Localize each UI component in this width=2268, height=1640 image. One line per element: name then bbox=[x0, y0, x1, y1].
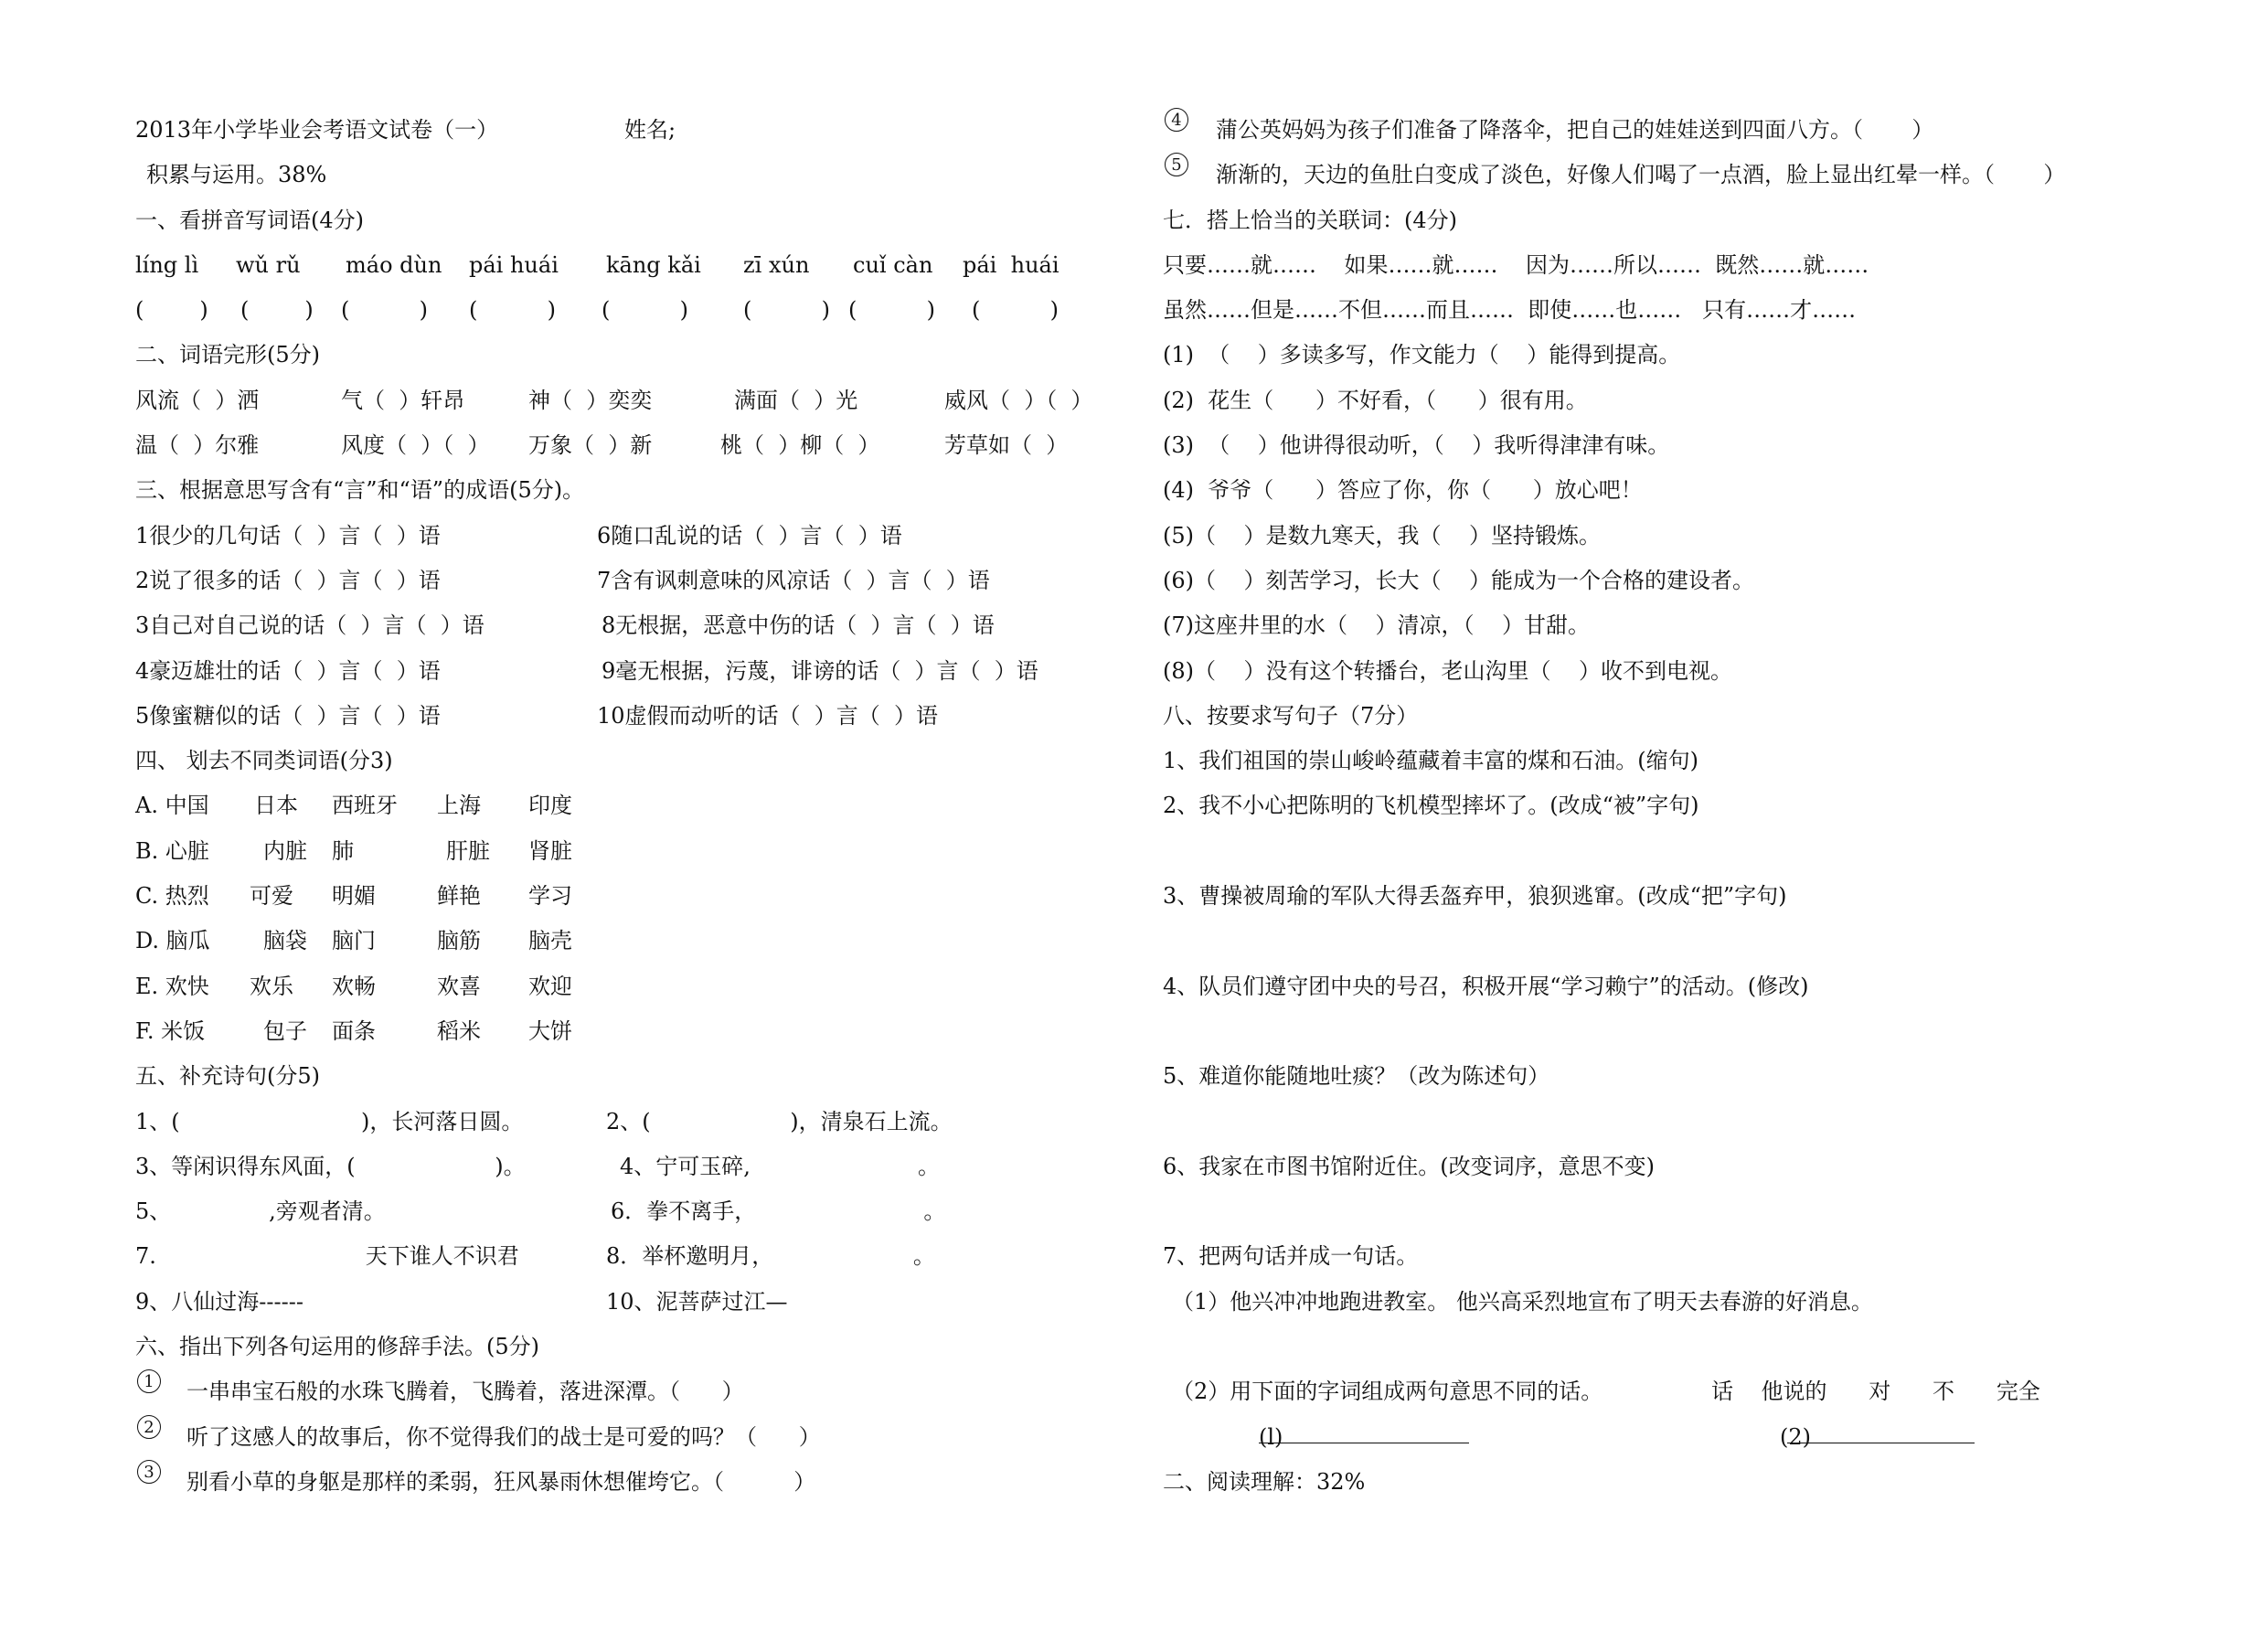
word-item[interactable]: 脑门 bbox=[332, 928, 376, 954]
idiom-item: 桃（ ）柳（ ） bbox=[720, 432, 880, 459]
s7-heading: 七．搭上恰当的关联词：(4分) bbox=[1163, 207, 1457, 233]
s3-heading-line bbox=[135, 468, 1123, 513]
pinyin-blank-row bbox=[135, 288, 1123, 333]
word-item[interactable]: 脑壳 bbox=[528, 928, 572, 954]
word-item[interactable]: 大饼 bbox=[528, 1017, 572, 1044]
conjunction-item bbox=[1163, 603, 2196, 648]
s3-item: 6随口乱说的话（ ）言（ ）语 bbox=[597, 522, 902, 548]
s4-heading-line bbox=[135, 739, 1123, 783]
word-item[interactable]: 西班牙 bbox=[332, 793, 398, 819]
rewrite-item bbox=[1163, 1234, 2196, 1279]
rhetoric-text: 一串串宝石般的水珠飞腾着，飞腾着，落进深潭。（ ） bbox=[186, 1379, 744, 1405]
word-item[interactable]: 肝脏 bbox=[446, 837, 490, 864]
poem-item[interactable]: 1、( )，长河落日圆。 bbox=[135, 1108, 524, 1134]
idiom-item: 威风（ ）（ ） bbox=[944, 387, 1093, 413]
word-item[interactable]: C. 热烈 bbox=[135, 883, 209, 910]
merge-instruction: （2）用下面的字词组成两句意思不同的话。 bbox=[1172, 1379, 1603, 1405]
conjunction-item bbox=[1163, 423, 2196, 468]
rhetoric-item bbox=[135, 1460, 1123, 1505]
s3-item: 5像蜜糖似的话（ ）言（ ）语 bbox=[135, 702, 441, 729]
conjunction-item bbox=[1163, 468, 2196, 513]
s3-row bbox=[135, 649, 1123, 694]
poem-item[interactable]: 9、八仙过海------ bbox=[135, 1288, 303, 1315]
rewrite-item bbox=[1163, 874, 2196, 964]
title-line bbox=[135, 108, 1123, 153]
word-item[interactable]: 明媚 bbox=[332, 883, 376, 910]
s3-row bbox=[135, 603, 1123, 648]
item-number: 2 bbox=[137, 1415, 161, 1439]
word-item[interactable]: 日本 bbox=[254, 793, 298, 819]
pinyin-item: pái huái bbox=[469, 251, 559, 278]
answer-blank[interactable]: ( ) bbox=[135, 297, 208, 324]
rhetoric-text: 别看小草的身躯是那样的柔弱，狂风暴雨休想催垮它。（ ） bbox=[186, 1468, 816, 1495]
answer-blank[interactable]: ( ) bbox=[848, 297, 936, 324]
rhetoric-text: 听了这感人的故事后，你不觉得我们的战士是可爱的吗？（ ） bbox=[186, 1423, 821, 1450]
s1-heading: 一、看拼音写词语(4分) bbox=[135, 207, 364, 233]
merge-item bbox=[1163, 1369, 2196, 1414]
rewrite-item bbox=[1163, 1145, 2196, 1235]
answer-number: (2) bbox=[1780, 1423, 1811, 1450]
rewrite-item bbox=[1163, 964, 2196, 1055]
pinyin-item: kāng kǎi bbox=[606, 251, 701, 278]
word-item[interactable]: 包子 bbox=[263, 1017, 307, 1044]
conjunction-sentence[interactable]: (8)（ ）没有这个转播台，老山沟里（ ）收不到电视。 bbox=[1163, 657, 1733, 684]
idiom-item: 气（ ）轩昂 bbox=[341, 387, 465, 413]
s5-heading: 五、补充诗句(分5) bbox=[135, 1063, 320, 1090]
answer-blank[interactable]: ( ) bbox=[240, 297, 314, 324]
idiom-item: 神（ ）奕奕 bbox=[528, 387, 653, 413]
s3-item: 3自己对自己说的话（ ）言（ ）语 bbox=[135, 612, 484, 639]
idiom-item: 万象（ ）新 bbox=[528, 432, 653, 459]
word-item[interactable]: 稻米 bbox=[437, 1017, 481, 1044]
s2-heading: 二、词语完形(5分) bbox=[135, 342, 320, 368]
merge-words: 话 他说的 对 不 完全 bbox=[1711, 1379, 2040, 1405]
poem-row bbox=[135, 1234, 1123, 1279]
poem-item[interactable]: 3、等闲识得东风面，( )。 bbox=[135, 1153, 526, 1179]
word-group-row bbox=[135, 964, 1123, 1009]
s4-heading: 四、 划去不同类词语(分3) bbox=[135, 748, 393, 774]
s3-item: 1很少的几句话（ ）言（ ）语 bbox=[135, 522, 441, 548]
conjunction-list: 虽然……但是……不但……而且…… 即使……也…… 只有……才…… bbox=[1163, 297, 1857, 324]
word-item[interactable]: 欢乐 bbox=[250, 973, 293, 999]
rewrite-prompt: 3、曹操被周瑜的军队大得丢盔弃甲，狼狈逃窜。(改成“把”字句) bbox=[1163, 883, 1787, 910]
part2-heading: 二、阅读理解：32% bbox=[1163, 1468, 1366, 1495]
poem-item[interactable]: 5、 ,旁观者清。 bbox=[135, 1198, 386, 1225]
s7-heading-line bbox=[1163, 198, 2196, 243]
rhetoric-item bbox=[1163, 108, 2196, 153]
s3-item: 8无根据，恶意中伤的话（ ）言（ ）语 bbox=[602, 612, 995, 639]
rhetoric-item bbox=[135, 1415, 1123, 1460]
answer-number: (l) bbox=[1259, 1423, 1283, 1450]
merge-sentences: （1）他兴冲冲地跑进教室。 他兴高采烈地宣布了明天去春游的好消息。 bbox=[1172, 1288, 1873, 1315]
poem-row bbox=[135, 1189, 1123, 1234]
item-number: 1 bbox=[137, 1369, 161, 1393]
word-group-row bbox=[135, 919, 1123, 964]
poem-item[interactable]: 4、宁可玉碎, 。 bbox=[620, 1153, 940, 1179]
poem-row bbox=[135, 1280, 1123, 1325]
answer-line[interactable] bbox=[1787, 1415, 1975, 1443]
word-group-row bbox=[135, 874, 1123, 919]
word-item[interactable]: F. 米饭 bbox=[135, 1017, 206, 1044]
word-item[interactable]: 内脏 bbox=[263, 837, 307, 864]
rewrite-item bbox=[1163, 739, 2196, 783]
word-item[interactable]: 面条 bbox=[332, 1017, 376, 1044]
rhetoric-text: 蒲公英妈妈为孩子们准备了降落伞，把自己的娃娃送到四面八方。（ ） bbox=[1216, 117, 1934, 143]
rhetoric-item bbox=[1163, 153, 2196, 197]
conjunction-sentence[interactable]: (7)这座井里的水（ ）清凉，（ ）甘甜。 bbox=[1163, 612, 1591, 639]
answer-blank[interactable]: ( ) bbox=[341, 297, 429, 324]
conjunction-sentence[interactable]: (2) 花生（ ）不好看，（ ）很有用。 bbox=[1163, 387, 1588, 413]
poem-row bbox=[135, 1100, 1123, 1145]
s3-item: 9毫无根据，污蔑，诽谤的话（ ）言（ ）语 bbox=[602, 657, 1038, 684]
conjunction-list: 只要……就…… 如果……就…… 因为……所以…… 既然……就…… bbox=[1163, 251, 1869, 278]
pinyin-item: wǔ rǔ bbox=[236, 251, 301, 278]
conjunction-sentence[interactable]: (6)（ ）刻苦学习，长大（ ）能成为一个合格的建设者。 bbox=[1163, 567, 1755, 593]
poem-item[interactable]: 7. 天下谁人不识君 bbox=[135, 1243, 519, 1270]
pinyin-item: líng lì bbox=[135, 251, 199, 278]
word-item[interactable]: E. 欢快 bbox=[135, 973, 209, 999]
idiom-item: 风流（ ）洒 bbox=[135, 387, 260, 413]
poem-item[interactable]: 10、泥菩萨过江— bbox=[606, 1288, 788, 1315]
poem-row bbox=[135, 1145, 1123, 1189]
section-total-line bbox=[135, 153, 1123, 197]
word-item[interactable]: 脑筋 bbox=[437, 928, 481, 954]
conjunction-item bbox=[1163, 378, 2196, 423]
s3-row bbox=[135, 514, 1123, 559]
item-number: 3 bbox=[137, 1460, 161, 1484]
idiom-row bbox=[135, 378, 1123, 423]
conjunction-sentence[interactable]: (1) （ ）多读多写，作文能力（ ）能得到提高。 bbox=[1163, 342, 1681, 368]
word-item[interactable]: 印度 bbox=[528, 793, 572, 819]
answer-label bbox=[1780, 1415, 1811, 1460]
item-number: 5 bbox=[1165, 153, 1188, 176]
word-item[interactable]: 肾脏 bbox=[528, 837, 572, 864]
s1-heading-line bbox=[135, 198, 1123, 243]
s2-heading-line bbox=[135, 333, 1123, 378]
conjunction-item bbox=[1163, 559, 2196, 603]
word-item[interactable]: 学习 bbox=[528, 883, 572, 910]
word-group-row bbox=[135, 1009, 1123, 1054]
s6-heading: 六、指出下列各句运用的修辞手法。(5分) bbox=[135, 1334, 539, 1360]
part2-heading-line bbox=[1163, 1460, 2196, 1505]
s3-heading: 三、根据意思写含有“言”和“语”的成语(5分)。 bbox=[135, 477, 585, 504]
conjunction-item bbox=[1163, 333, 2196, 378]
s3-item: 10虚假而动听的话（ ）言（ ）语 bbox=[597, 702, 939, 729]
merge-item bbox=[1163, 1280, 2196, 1370]
word-item[interactable]: 欢畅 bbox=[332, 973, 376, 999]
rhetoric-item bbox=[135, 1369, 1123, 1414]
conjunction-sentence[interactable]: (5)（ ）是数九寒天，我（ ）坚持锻炼。 bbox=[1163, 522, 1602, 548]
word-item[interactable]: 欢迎 bbox=[528, 973, 572, 999]
idiom-item: 满面（ ）光 bbox=[734, 387, 858, 413]
answer-blank[interactable]: ( ) bbox=[743, 297, 831, 324]
answer-lines bbox=[1163, 1415, 2196, 1460]
word-item[interactable]: 欢喜 bbox=[437, 973, 481, 999]
s3-row bbox=[135, 559, 1123, 603]
conjunction-words bbox=[1163, 243, 2196, 288]
word-item[interactable]: B. 心脏 bbox=[135, 837, 209, 864]
word-item[interactable]: 上海 bbox=[437, 793, 481, 819]
idiom-item: 温（ ）尔雅 bbox=[135, 432, 260, 459]
idiom-item: 风度（ ）（ ） bbox=[341, 432, 490, 459]
poem-item[interactable]: 8．举杯邀明月， 。 bbox=[606, 1243, 935, 1270]
conjunction-item bbox=[1163, 514, 2196, 559]
conjunction-sentence[interactable]: (4) 爷爷（ ）答应了你，你（ ）放心吧！ bbox=[1163, 477, 1643, 504]
pinyin-row bbox=[135, 243, 1123, 288]
s6-heading-line bbox=[135, 1325, 1123, 1369]
idiom-row bbox=[135, 423, 1123, 468]
conjunction-item bbox=[1163, 649, 2196, 694]
rewrite-prompt: 5、难道你能随地吐痰？（改为陈述句） bbox=[1163, 1063, 1550, 1090]
word-group-row bbox=[135, 783, 1123, 828]
pinyin-item: cuǐ càn bbox=[853, 251, 933, 278]
s3-item: 2说了很多的话（ ）言（ ）语 bbox=[135, 567, 441, 593]
word-group-row bbox=[135, 829, 1123, 874]
exam-title: 2013年小学毕业会考语文试卷（一） bbox=[135, 117, 499, 143]
s3-row bbox=[135, 694, 1123, 739]
section-total: 积累与运用。38% bbox=[146, 162, 327, 188]
s3-item: 7含有讽刺意味的风凉话（ ）言（ ）语 bbox=[597, 567, 990, 593]
pinyin-item: zī xún bbox=[743, 251, 810, 278]
conjunction-words bbox=[1163, 288, 2196, 333]
s8-heading: 八、按要求写句子（7分） bbox=[1163, 702, 1419, 729]
word-item[interactable]: 可爱 bbox=[250, 883, 293, 910]
s3-item: 4豪迈雄壮的话（ ）言（ ）语 bbox=[135, 657, 441, 684]
idiom-item: 芳草如（ ） bbox=[944, 432, 1069, 459]
s8-heading-line bbox=[1163, 694, 2196, 739]
answer-blank[interactable]: ( ) bbox=[602, 297, 689, 324]
pinyin-item: pái huái bbox=[963, 251, 1059, 278]
answer-line[interactable] bbox=[1259, 1415, 1469, 1443]
word-item[interactable]: 肺 bbox=[332, 837, 354, 864]
left-column bbox=[135, 108, 1123, 1505]
rewrite-prompt: 4、队员们遵守团中央的号召，积极开展“学习赖宁”的活动。(修改) bbox=[1163, 973, 1809, 999]
rewrite-item bbox=[1163, 783, 2196, 874]
rewrite-item bbox=[1163, 1054, 2196, 1145]
rewrite-prompt: 1、我们祖国的崇山峻岭蕴藏着丰富的煤和石油。(缩句) bbox=[1163, 748, 1698, 774]
word-item[interactable]: 鲜艳 bbox=[437, 883, 481, 910]
answer-blank[interactable]: ( ) bbox=[469, 297, 557, 324]
name-label: 姓名; bbox=[624, 117, 676, 143]
conjunction-sentence[interactable]: (3) （ ）他讲得很动听，（ ）我听得津津有味。 bbox=[1163, 432, 1670, 459]
word-item[interactable]: D. 脑瓜 bbox=[135, 928, 210, 954]
rewrite-prompt: 2、我不小心把陈明的飞机模型摔坏了。(改成“被”字句) bbox=[1163, 793, 1699, 819]
rewrite-prompt: 7、把两句话并成一句话。 bbox=[1163, 1243, 1419, 1270]
poem-item[interactable]: 6．拳不离手， 。 bbox=[611, 1198, 946, 1225]
pinyin-item: máo dùn bbox=[346, 251, 442, 278]
rewrite-prompt: 6、我家在市图书馆附近住。(改变词序，意思不变) bbox=[1163, 1153, 1655, 1179]
word-item[interactable]: 脑袋 bbox=[263, 928, 307, 954]
answer-blank[interactable]: ( ) bbox=[972, 297, 1059, 324]
right-column bbox=[1163, 108, 2196, 1505]
s5-heading-line bbox=[135, 1054, 1123, 1099]
rhetoric-text: 渐渐的，天边的鱼肚白变成了淡色，好像人们喝了一点酒，脸上显出红晕一样。（ ） bbox=[1216, 162, 2066, 188]
item-number: 4 bbox=[1165, 108, 1188, 132]
word-item[interactable]: A. 中国 bbox=[135, 793, 209, 819]
poem-item[interactable]: 2、( )，清泉石上流。 bbox=[606, 1108, 953, 1134]
